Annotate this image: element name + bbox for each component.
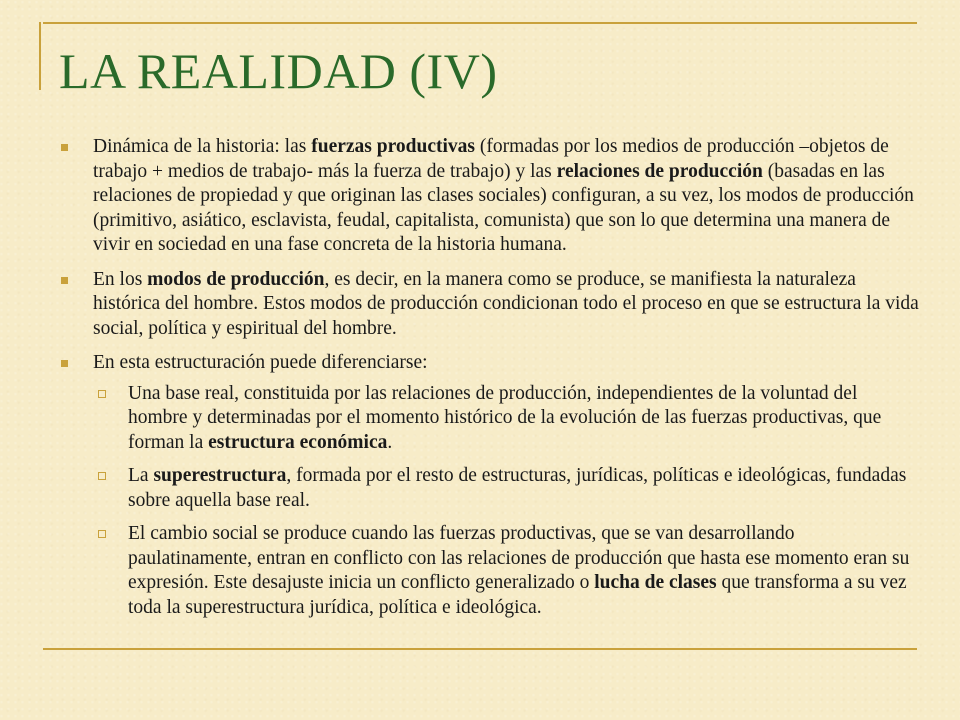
bullet-text bbox=[93, 136, 914, 255]
left-rule bbox=[39, 22, 41, 90]
top-rule bbox=[43, 22, 917, 24]
text-run: (basadas en las relaciones de propiedad y que originan las clases sociales) configuran, a su vez, los modos de producción (primitivo, asiático, esclavista, feudal, capitalista, comunista) que son lo que determina una manera de vivir en sociedad en una fase concreta de la historia humana. bbox=[93, 160, 914, 255]
text-run: Dinámica de la historia: las bbox=[93, 136, 312, 157]
slide-title: LA REALIDAD (IV) bbox=[59, 43, 498, 99]
bullet-text bbox=[93, 269, 919, 339]
slide-body bbox=[58, 135, 920, 629]
bullet-item bbox=[58, 268, 920, 342]
text-run: Una base real, constituida por las relaciones de producción, independientes de la voluntad del hombre y determinadas por el momento histórico de la evolución de las fuerzas productivas, que forman la bbox=[128, 382, 882, 453]
text-run: , formada por el resto de estructuras, jurídicas, políticas e ideológicas, fundadas sobre aquella base real. bbox=[128, 465, 907, 511]
bold-run: fuerzas productivas bbox=[311, 136, 475, 157]
bullet-text bbox=[93, 352, 428, 373]
sub-bullet-text bbox=[128, 523, 909, 618]
sub-bullet-item bbox=[58, 464, 920, 513]
sub-bullet-item bbox=[58, 522, 920, 620]
sub-bullet-item bbox=[58, 382, 920, 456]
bold-run: modos de producción bbox=[147, 268, 325, 290]
text-run: que transforma a su vez toda la superestructura jurídica, política e ideológica. bbox=[128, 572, 907, 618]
bold-run: lucha de clases bbox=[594, 572, 717, 593]
bottom-rule bbox=[43, 648, 917, 650]
bold-run: superestructura bbox=[153, 465, 287, 486]
hollow-square-bullet-icon bbox=[98, 530, 106, 538]
bold-run: relaciones de producción bbox=[556, 160, 763, 182]
square-bullet-icon bbox=[61, 360, 68, 367]
bullet-item bbox=[58, 351, 920, 376]
bullet-item bbox=[58, 135, 920, 258]
text-run: , es decir, en la manera como se produce, se manifiesta la naturaleza histórica del hombre. Estos modos de producción condicionan todo el proceso en que se estructura la vida social, política y espiritual del hombre. bbox=[93, 268, 919, 339]
text-run: En esta estructuración puede diferenciarse: bbox=[93, 352, 428, 373]
hollow-square-bullet-icon bbox=[98, 472, 106, 480]
text-run: El cambio social se produce cuando las fuerzas productivas, que se van desarrollando paulatinamente, entran en conflicto con las relaciones de producción que hasta ese momento eran su expresión. Este desajuste inicia un conflicto generalizado o bbox=[128, 523, 910, 593]
text-run: (formadas por los medios de producción –objetos de trabajo + medios de trabajo- más la fuerza de trabajo) y las bbox=[93, 136, 889, 182]
square-bullet-icon bbox=[61, 277, 68, 284]
bold-run: estructura económica bbox=[208, 431, 388, 453]
text-run: La bbox=[128, 465, 154, 486]
sub-bullet-text bbox=[128, 383, 881, 453]
square-bullet-icon bbox=[61, 144, 68, 151]
text-run: En los bbox=[93, 268, 148, 290]
hollow-square-bullet-icon bbox=[98, 390, 106, 398]
text-run: . bbox=[387, 431, 393, 453]
sub-bullet-text bbox=[128, 465, 906, 511]
